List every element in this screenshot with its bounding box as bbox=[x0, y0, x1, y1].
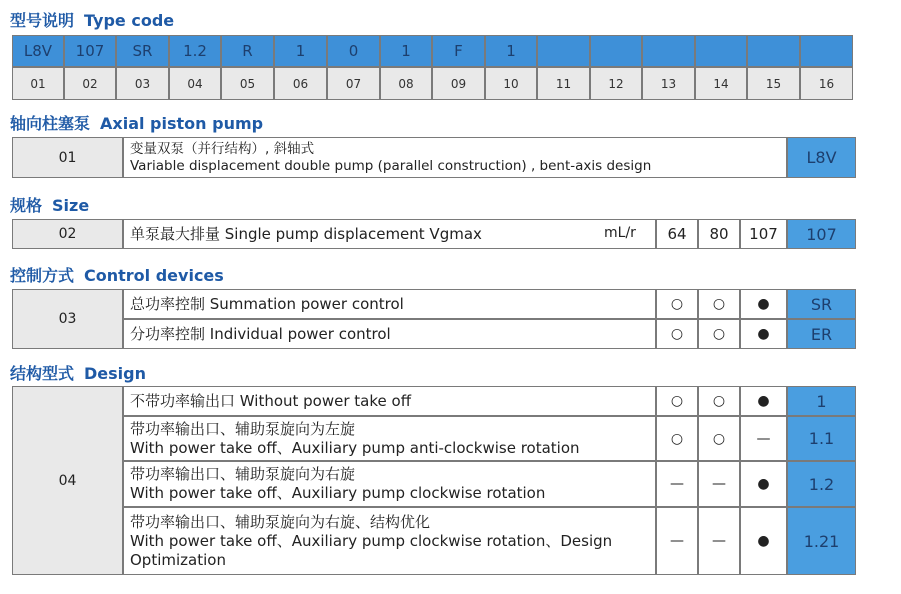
type-code-position-4: 04 bbox=[169, 67, 221, 100]
design-heading-en: Design bbox=[84, 364, 146, 383]
type-code-position-2: 02 bbox=[64, 67, 116, 100]
type-code-value-16 bbox=[800, 35, 853, 67]
type-code-position-12: 12 bbox=[590, 67, 642, 100]
design-row-2-line-2: With power take off、Auxiliary pump anti-clockwise rotation bbox=[130, 438, 580, 457]
type-code-value-9: F bbox=[432, 35, 485, 67]
type-code-value-4: 1.2 bbox=[169, 35, 221, 67]
design-row-2-desc bbox=[123, 416, 656, 461]
type-code-heading-cn: 型号说明 bbox=[10, 11, 75, 30]
design-row-2-mark-3: — bbox=[740, 416, 787, 461]
control-row-1-mark-2: ○ bbox=[698, 289, 740, 319]
axial-heading bbox=[10, 111, 263, 134]
control-row-2-mark-3: ● bbox=[740, 319, 787, 349]
type-code-value-7: 0 bbox=[327, 35, 380, 67]
type-code-value-1: L8V bbox=[12, 35, 64, 67]
type-code-position-15: 15 bbox=[747, 67, 800, 100]
type-code-value-6: 1 bbox=[274, 35, 327, 67]
axial-position: 01 bbox=[12, 137, 123, 178]
design-row-2-mark-2: ○ bbox=[698, 416, 740, 461]
design-position: 04 bbox=[12, 386, 123, 575]
design-row-1-mark-2: ○ bbox=[698, 386, 740, 416]
type-code-heading-en: Type code bbox=[84, 11, 175, 30]
control-row-1-desc: 总功率控制 Summation power control bbox=[123, 289, 656, 319]
type-code-value-3: SR bbox=[116, 35, 169, 67]
size-option-2: 80 bbox=[698, 219, 740, 249]
type-code-position-7: 07 bbox=[327, 67, 380, 100]
design-row-1-code: 1 bbox=[787, 386, 856, 416]
size-option-1: 64 bbox=[656, 219, 698, 249]
type-code-value-14 bbox=[695, 35, 747, 67]
size-code: 107 bbox=[787, 219, 856, 249]
size-heading-en: Size bbox=[52, 196, 90, 215]
control-heading-cn: 控制方式 bbox=[10, 266, 75, 285]
control-position: 03 bbox=[12, 289, 123, 349]
control-heading-en: Control devices bbox=[84, 266, 224, 285]
type-code-heading bbox=[10, 8, 174, 31]
type-code-value-13 bbox=[642, 35, 695, 67]
size-position: 02 bbox=[12, 219, 123, 249]
design-row-1-desc bbox=[123, 386, 656, 416]
type-code-value-5: R bbox=[221, 35, 274, 67]
design-row-4-code: 1.21 bbox=[787, 507, 856, 575]
design-heading bbox=[10, 361, 146, 384]
size-unit: mL/r bbox=[604, 225, 636, 241]
design-row-3-mark-3: ● bbox=[740, 461, 787, 507]
type-code-position-13: 13 bbox=[642, 67, 695, 100]
design-heading-cn: 结构型式 bbox=[10, 364, 75, 383]
design-row-4-line-2: With power take off、Auxiliary pump clockwise rotation、Design bbox=[130, 531, 613, 550]
design-row-3-line-2: With power take off、Auxiliary pump clockwise rotation bbox=[130, 484, 546, 502]
control-row-1-mark-3: ● bbox=[740, 289, 787, 319]
design-row-2-line-1: 带功率输出口、辅助泵旋向为左旋 bbox=[130, 419, 356, 438]
design-row-4-desc bbox=[123, 507, 656, 575]
type-code-position-14: 14 bbox=[695, 67, 747, 100]
control-row-2-mark-1: ○ bbox=[656, 319, 698, 349]
axial-desc-en: Variable displacement double pump (parallel construction) , bent-axis design bbox=[130, 157, 652, 174]
design-row-1-mark-1: ○ bbox=[656, 386, 698, 416]
control-row-2-desc: 分功率控制 Individual power control bbox=[123, 319, 656, 349]
size-heading-cn: 规格 bbox=[10, 196, 43, 215]
control-row-1-mark-1: ○ bbox=[656, 289, 698, 319]
control-row-2-mark-2: ○ bbox=[698, 319, 740, 349]
design-row-3-mark-2: — bbox=[698, 461, 740, 507]
design-row-3-code: 1.2 bbox=[787, 461, 856, 507]
type-code-position-1: 01 bbox=[12, 67, 64, 100]
type-code-value-8: 1 bbox=[380, 35, 432, 67]
type-code-position-6: 06 bbox=[274, 67, 327, 100]
axial-description bbox=[123, 137, 787, 178]
type-code-value-12 bbox=[590, 35, 642, 67]
control-row-2-code: ER bbox=[787, 319, 856, 349]
axial-code: L8V bbox=[787, 137, 856, 178]
type-code-position-16: 16 bbox=[800, 67, 853, 100]
size-option-3: 107 bbox=[740, 219, 787, 249]
design-row-4-mark-1: — bbox=[656, 507, 698, 575]
type-code-value-11 bbox=[537, 35, 590, 67]
type-code-position-3: 03 bbox=[116, 67, 169, 100]
size-desc-text: 单泵最大排量 Single pump displacement Vgmax bbox=[130, 224, 482, 243]
design-row-4-mark-2: — bbox=[698, 507, 740, 575]
design-row-4-mark-3: ● bbox=[740, 507, 787, 575]
design-row-3-line-1: 带功率输出口、辅助泵旋向为右旋 bbox=[130, 465, 356, 483]
design-row-1-mark-3: ● bbox=[740, 386, 787, 416]
type-code-position-10: 10 bbox=[485, 67, 537, 100]
type-code-value-15 bbox=[747, 35, 800, 67]
type-code-value-2: 107 bbox=[64, 35, 116, 67]
axial-heading-cn: 轴向柱塞泵 bbox=[10, 114, 91, 133]
design-row-3-desc bbox=[123, 461, 656, 507]
design-row-2-code: 1.1 bbox=[787, 416, 856, 461]
control-row-1-code: SR bbox=[787, 289, 856, 319]
axial-heading-en: Axial piston pump bbox=[100, 114, 264, 133]
design-row-1-line-1: 不带功率输出口 Without power take off bbox=[130, 391, 412, 410]
type-code-position-11: 11 bbox=[537, 67, 590, 100]
design-row-3-mark-1: — bbox=[656, 461, 698, 507]
design-row-4-line-1: 带功率输出口、辅助泵旋向为右旋、结构优化 bbox=[130, 512, 431, 531]
type-code-value-10: 1 bbox=[485, 35, 537, 67]
design-row-2-mark-1: ○ bbox=[656, 416, 698, 461]
control-heading bbox=[10, 263, 224, 286]
type-code-position-9: 09 bbox=[432, 67, 485, 100]
axial-desc-cn: 变量双泵（并行结构）, 斜轴式 bbox=[130, 140, 315, 157]
size-description bbox=[123, 219, 656, 249]
type-code-position-8: 08 bbox=[380, 67, 432, 100]
size-heading bbox=[10, 193, 89, 216]
type-code-position-5: 05 bbox=[221, 67, 274, 100]
design-row-4-line-3: Optimization bbox=[130, 550, 226, 569]
